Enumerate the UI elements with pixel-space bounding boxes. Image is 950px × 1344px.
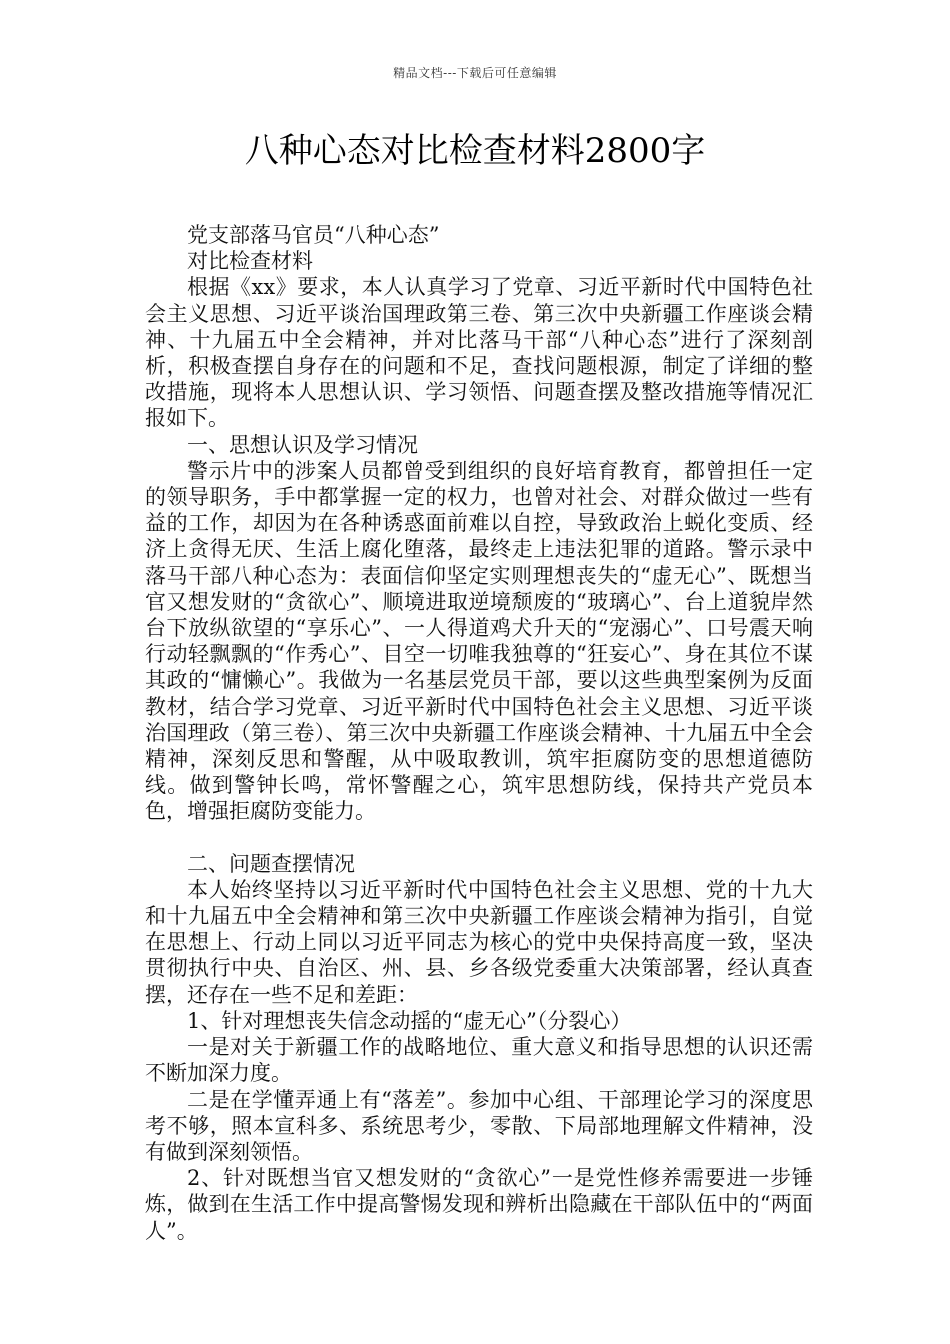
header-note: 精品文档---下载后可任意编辑: [393, 66, 557, 80]
section-heading-1: 一、思想认识及学习情况: [187, 432, 418, 457]
subtitle-line-1: 党支部落马官员“八种心态”: [187, 223, 440, 247]
subtitle-line-2: 对比检查材料: [187, 249, 313, 274]
section-2-paragraph: 本人始终坚持以习近平新时代中国特色社会主义思想、党的十九大和十九届五中全会精神和第三次中央新疆工作座谈会精神为指引，自觉在思想上、行动上同以习近平同志为核心的党中央保持高度一致，坚决贯彻执行中央、自治区、州、县、乡各级党委重大决策部署，经认真查摆，还存在一些不足和差距：: [145, 877, 813, 1007]
point-two-paragraph: 二是在学懂弄通上有“落差”。参加中心组、干部理论学习的深度思考不够，照本宣科多、系统思考少，零散、下局部地理解文件精神，没有做到深刻领悟。: [145, 1087, 813, 1164]
section-heading-2: 二、问题查摆情况: [187, 851, 355, 876]
intro-paragraph: 根据《xx》要求，本人认真学习了党章、习近平新时代中国特色社会主义思想、习近平谈治国理政第三卷、第三次中央新疆工作座谈会精神、十九届五中全会精神，并对比落马干部“八种心态”进行了深刻剖析，积极查摆自身存在的问题和不足，查找问题根源，制定了详细的整改措施，现将本人思想认识、学习领悟、问题查摆及整改措施等情况汇报如下。: [145, 275, 813, 431]
subsection-2-paragraph: 2、针对既想当官又想发财的“贪欲心”一是党性修养需要进一步锤炼，做到在生活工作中提高警惕发现和辨析出隐藏在干部队伍中的“两面人”。: [145, 1166, 813, 1243]
section-1-paragraph: 警示片中的涉案人员都曾受到组织的良好培育教育，都曾担任一定的领导职务，手中都掌握一定的权力，也曾对社会、对群众做过一些有益的工作，却因为在各种诱惑面前难以自控，导致政治上蜕化变质、经济上贪得无厌、生活上腐化堕落，最终走上违法犯罪的道路。警示录中落马干部八种心态为：表面信仰坚定实则理想丧失的“虚无心”、既想当官又想发财的“贪欲心”、顺境进取逆境颓废的“玻璃心”、台上道貌岸然台下放纵欲望的“享乐心”、一人得道鸡犬升天的“宠溺心”、口号震天响行动轻飘飘的“作秀心”、目空一切唯我独尊的“狂妄心”、身在其位不谋其政的“慵懒心”。我做为一名基层党员干部，要以这些典型案例为反面教材，结合学习党章、习近平新时代中国特色社会主义思想、习近平谈治国理政（第三卷）、第三次中央新疆工作座谈会精神、十九届五中全会精神，深刻反思和警醒，从中吸取教训，筑牢拒腐防变的思想道德防线。做到警钟长鸣，常怀警醒之心，筑牢思想防线，保持共产党员本色，增强拒腐防变能力。: [145, 458, 813, 824]
point-one-paragraph: 一是对关于新疆工作的战略地位、重大意义和指导思想的认识还需不断加深力度。: [145, 1035, 813, 1086]
subsection-heading-1: 1、针对理想丧失信念动摇的“虚无心”（分裂心）: [187, 1008, 632, 1033]
document-body: [145, 222, 813, 1244]
document-title: 八种心态对比检查材料2800字: [244, 131, 706, 171]
